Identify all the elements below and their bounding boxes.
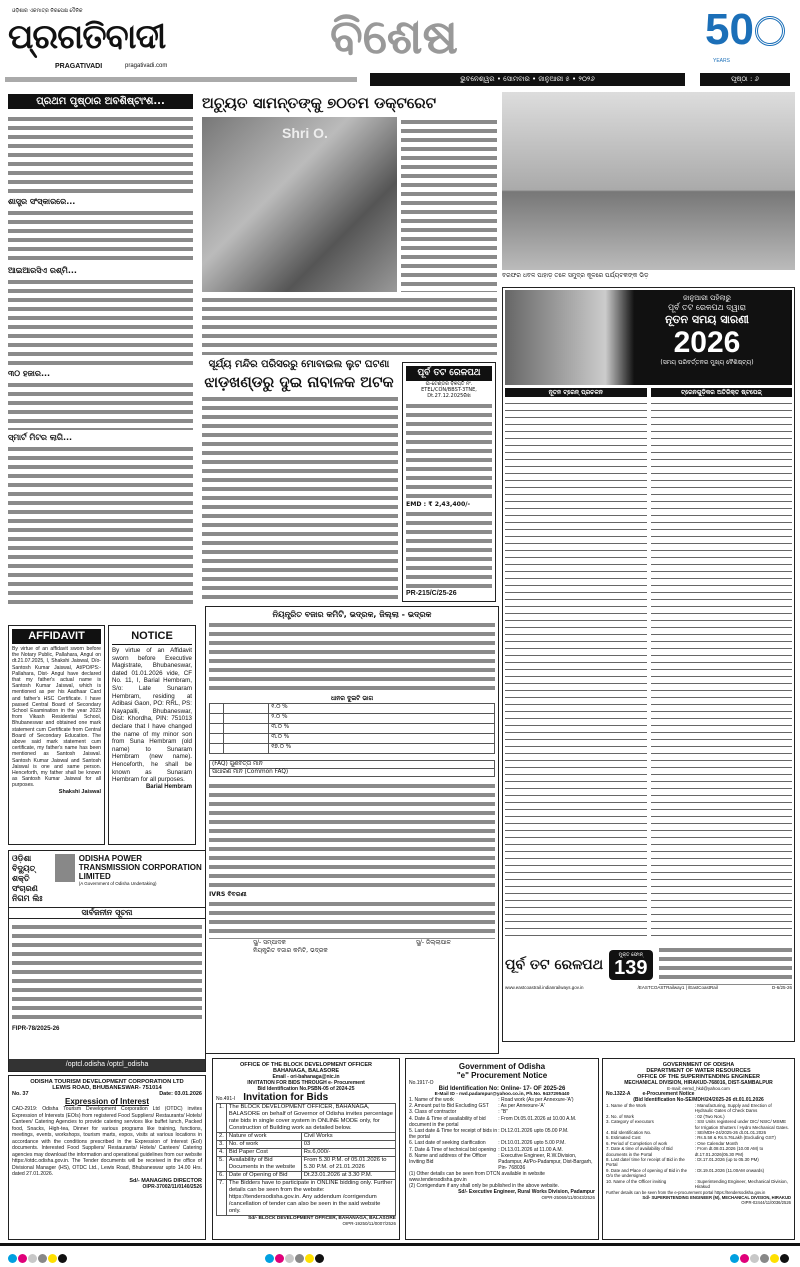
registration-dot [315,1254,324,1263]
bottom-rule [0,1243,800,1246]
headline-story2-line2: ଝାଡ଼ଖଣ୍ଡରୁ ଦୁଇ ନାବାଳକ ଅଟକ [204,373,394,391]
notice-row: 3. Category of executors : SSI Units registered under DIC/ NSIC/ MSME for Irrigation Shutters / Hydro Mechanical Gates. [606,1119,789,1130]
article-text [202,394,398,602]
doctorate-photo: Shri O. [202,117,397,292]
affidavit-ad: AFFIDAVIT By virtue of an affidavit sworn before the Notary Public, Pallahara, Angul on dt.21.07.2025, I, Shakshi Jaiswal, D/o-Santosh Kumar Jaiswal, At/PO/PS:- Pallahara, Dist- Angul have declared that my father's actual name is Santosh Kumar Jaiswal, which is mentioned as per his Aadhaar Card and father's HSC Certificate. I have passed Central Board of Secondary School Examination in the year 2023 from Vikash Residential School, Bhubaneswar and obtained one mark statement cum Certificate from Central Board of Secondary Education. The above said mark statement cum certificate, my father's name has been mentioned as Santosh Jaiswal. Santosh Kumar Jaiswal and Santosh Jaiswal is one and same person. Henceforth, my father shall be known as Santosh Kumar Jaiswal for all purposes. Shakshi Jaiswal [8,625,105,845]
notice-row: 5. Last date & Time for receipt of bids in the portal : Dt.12.01.2026 upto 05.00 P.M. [409,1128,569,1141]
notice-row: 6. Period of Completion of work : One Calendar Month [606,1140,738,1146]
subhead: ସ୍ମାର୍ଟ ମିଟର ଲାଗି... [8,433,73,442]
notice-row: 4. Date & Time of availability of bid document in the portal : From Dt.05.01.2026 at 10.00 A.M. [409,1115,577,1128]
notice-row: 9. Date and Place of opening of Bid in the O/o the undersigned : Dt.19.01.2026 (11.00AM onwards) [606,1167,765,1179]
notice-row: 8. Last date/ time for receipt of Bid in the Portal : Dt.17.01.2026 (up to 05.30 PM) [606,1157,759,1168]
article-text [8,444,193,604]
beach-photo [502,92,795,270]
registration-dot [8,1254,17,1263]
article-text [8,277,193,367]
notice-row: 1. Name of the Work : Manufacturing, Supply and Erection of Hydraulic Gates of Check Dams [606,1103,772,1114]
subhead: ଶାସ୍ତ୍ର ସଂସ୍କାରରେ... [8,197,76,206]
railway-timetable-ad: ଜାନୁଆରୀ ପହିଲାରୁ ପୂର୍ବ ତଟ ରେଳପଥ ଦ୍ୱାରା ନୂତନ ସମୟ ସାରଣୀ 2026 (ସମୟ ପରିବର୍ତ୍ତନର ମୁଖ୍ୟ ବୈଶିଷ୍ଟ୍ୟ) ନୂତନ ଟ୍ରେନ୍ ପ୍ରଚଳନ ଟ୍ରେନଗୁଡ଼ିକର ଅତିରିକ୍ତ ଷ୍ଟପେଜ୍ ପୂର୍ବ ତଟ ରେଳପଥ ମୁକ୍ତ ଫୋନ୍ 139 www.eastcoastrail.indianrailways.gov.in /EASTCOASTRailway1 | /EastCoastRail D-6/25-26 [502,287,795,1042]
article-text [8,208,193,263]
article-text [401,117,497,292]
subhead: ଆଇଆରସିଏ ରଶ୍ମି... [8,266,77,275]
registration-dot [750,1254,759,1263]
registration-dot [780,1254,789,1263]
logo-en: PRAGATIVADI [55,63,103,70]
article-text [202,295,497,355]
registration-dot [740,1254,749,1263]
page-number: ପୃଷ୍ଠା : ୬ [700,73,790,86]
registration-dot [38,1254,47,1263]
regulated-market-notice: ନିୟନ୍ତ୍ରିତ ବଜାର କମିଟି, ଭଦ୍ରକ, ଜିଲ୍ଲା - ଭଦ୍ରକ ଧାନର ଦୁଇଟି ଭାଗ ୧.୦ % ୨.୦ % ୩.୦ % ୩.୦ % ୧୭.୦ % (FAQ) ଗୁଣବତ୍ତା ମାନ ସାଧାରଣ ମାନ (Common FAQ) IVRS ବିବରଣୀ ସୁ/- ସମ୍ପାଦକ ନିୟନ୍ତ୍ରିତ ବଜାର କମିଟି, ଭଦ୍ରକ ସୁ/- ଜିଲ୍ଲାପାଳ [205,606,499,1054]
registration-marks [730,1248,790,1267]
notice-row: 4. Bid Identification No. : SE/MDH-24/2025-26 dt.01.01.2026 [606,1130,767,1136]
subhead: ୩୦ ହଜାର... [8,369,51,378]
registration-dot [770,1254,779,1263]
registration-dot [730,1254,739,1263]
notice-row: 5. Estimated Cost : Rs.5.58 & Rs.5.76Lakh (Excluding GST) [606,1135,776,1141]
registration-dot [305,1254,314,1263]
story1 [202,92,497,355]
website: pragativadi.com [125,63,168,69]
otdc-eoi-ad: ODISHA TOURISM DEVELOPMENT CORPORATION LTD LEWIS ROAD, BHUBANESWAR- 751014 No. 37 Date: 03.01.2026 Expression of Interest CAD-2919: Odisha Tourism Development Corporation Ltd (OTDC) invites Expression of Interests (EOIs) from registered Food Suppliers/ Restaurants/ Hotels/ Canteen/ Catering Agencies to provide catering services like buffet lunch, Packed food, Snacks, High-tea, Dinner for various programs like training, functions, meetings, events, workshops, tourism marts, expos, visits at various locations in accordance with the conditions prescribed in the Expression of Interest (EoI) documents. Interested Food Suppliers/ Restaurants/ Hotels/ Canteen/ Catering agencies may download the information and operational guidelines from our website https://otdc.odisha.gov.in. The Tender documents will be received in the office of Divisional Manager (HS), OTDC Ltd., Lewis Road, Bhubaneswar upto 14.00 Hrs. dated 27.01.2026. Sd/- MANAGING DIRECTOR OIPR-37002/11/0140/2526 [8,1075,206,1240]
anniversary-logo: 50 YEARS [705,6,790,70]
article-text [8,380,193,430]
registration-dot [275,1254,284,1263]
continued-banner: ପ୍ରଥମ ପୃଷ୍ଠାର ଅବଶିଷ୍ଟାଂଶ... [8,94,193,109]
notice-ad: NOTICE By virtue of an Affidavit sworn before Executive Magistrate, Bhubaneswar, dated 01.01.2026 vide, CF No. 11, I, Barial Hembram, S/o: Late Sunaram Hembram, residing at Adibasi Gaon, PO: RRL, PS: Nayapalli, Bhubaneswar, Dist: Khordha, PIN: 751013 declare that I have changed the name of my minor son from Suna Hembram (old name) to Sunaram Hembram (new name). Henceforth, he shall be known as Sunaram Hembram for all purposes. Barial Hembram [108,625,196,845]
paddy-table: ୧.୦ % ୨.୦ % ୩.୦ % ୩.୦ % ୧୭.୦ % [209,703,495,754]
tower-icon [55,854,75,882]
notice-row: 2. No. of Work : 02 (Two Nos.) [606,1113,725,1119]
rwd-procurement-ad: Government of Odisha "e" Procurement Notice No.1917-O Bid Identification No: Online- 17- OF 2025-26 E-Mail ID - rwd.padampur@yahoo.co.in, Ph.No. 9437295440 1. Name of the work : Road work (As per Annexure-'A') 2. Amount put to Bid Excluding GST : As per Annexure-'A' 3. Class of contractor : "B" 4. Date & Time of availability of bid document in the portal : From Dt.05.01.2026 at 10.00 A.M. 5. Last date & Time for receipt of bids in the portal : Dt.12.01.2026 upto 05.00 P.M. 6. Last date of seeking clarification : Dt.10.01.2026 upto 5.00 P.M. 7. Date & Time of technical bid opening : Dt.13.01.2026 at 11.00 A.M. 8. Name and address of the Officer Inviting Bid : Executive Engineer, R.W.Division, Padampur, At/Po-Padampur, Dist-Bargarh, Pin- 768036 (1) Other details can be seen from DTCN available in website www.tendersodisha.gov.in (2) Corrigendum if any shall only be published in the above website. Sd/- Executive Engineer, Rural Works Division, Padampur OIPR-25069/11/0043/2526 [405,1058,599,1240]
notice-row: 2. Amount put to Bid Excluding GST : As per Annexure-'A' [409,1103,545,1110]
ecr-tender-ad: ପୂର୍ବ ତଟ ରେଳପଥ ଇ-ଟେଣ୍ଡର ବିଜ୍ଞପ୍ତି ନଂ. ETEL/CON/BBST-3TNE, Dt.27.12.2025ରିଖ EMD : ₹ 2,43,400/- PR-215/C/25-26 [402,362,496,602]
notice-row: 1. Name of the work : Road work (As per Annexure-'A') [409,1097,574,1103]
bdo-bid-ad: OFFICE OF THE BLOCK DEVELOPMENT OFFICER BAHANAGA, BALASORE Email - ori-bahanaga@nic.in INVITATION FOR BIDS THROUGH e- Procurement Bid Identification No.PSBN-05 of 2024-25 No.491-I Invitation for Bids 1. The BLOCK DEVELOPMENT OFFICER, BAHANAGA, BALASORE on behalf of Governor of Odisha invites percentage rate bids in single cover system in ONLINE MODE only, for Construction of Building work as detailed below. 2. Nature of work Civil Works 3. No. of work 03 4. Bid Paper Cost Rs.6,000/- 5. Availability of Bid Documents in the website From 5.30 P.M. of 05.01.2026 to 5.30 P.M. of 21.01.2026 6. Date of Opening of Bid Dt.23.01.2026 at 3.30 P.M. 7. The Bidders have to participate in ONLINE bidding only. Further details can be seen from the website: https://tendersodisha.gov.in. Any addendum /corrigendum /cancellation of tender can also be seen in the said website only. Sd/- BLOCK DEVELOPMENT OFFICER, BAHANAGA, BALASORE OIPR-19250/11/0007/2526 [212,1058,400,1240]
notice-row: 6. Last date of seeking clarification : Dt.10.01.2026 upto 5.00 P.M. [409,1140,566,1147]
tagline: ଓଡ଼ିଶାର ଏକମାତ୍ର ନିରପେକ୍ଷ ଦୈନିକ [12,8,83,14]
registration-dot [295,1254,304,1263]
optcl-ad: ଓଡ଼ିଶା ବିଦ୍ୟୁତ୍ ଶକ୍ତି ସଂଚାରଣ ନିଗମ ଲିଃ ODISHA POWER TRANSMISSION CORPORATION LIMITED (A Government of Odisha Undertaking) ସାର୍ବଜନୀନ ସୂଚନା FIPR-78/2025-26 /optcl.odisha /optcl_odisha [8,850,206,1072]
rule [5,77,357,82]
registration-dot [48,1254,57,1263]
registration-dot [285,1254,294,1263]
dateline: ଭୁବନେଶ୍ୱର • ସୋମବାର • ଜାନୁଆରୀ ୫ • ୨୦୨୬ [370,73,685,86]
headline-story1: ଅଚ୍ୟୁତ ସାମନ୍ତଙ୍କୁ ୭୦ତମ ଡକ୍ଟରେଟ [202,94,437,112]
train-banner: ଜାନୁଆରୀ ପହିଲାରୁ ପୂର୍ବ ତଟ ରେଳପଥ ଦ୍ୱାରା ନୂତନ ସମୟ ସାରଣୀ 2026 (ସମୟ ପରିବର୍ତ୍ତନର ମୁଖ୍ୟ ବୈଶିଷ୍ଟ୍ୟ) [505,290,792,385]
notice-row: 10. Name of the Officer inviting : Superintending Engineer, Mechanical Division, Hirakud [606,1178,788,1190]
ecr-ad-code: PR-215/C/25-26 [406,590,457,597]
photo-caption: ବରଫର ଧବଳ ପାହାଡ଼ ତଳେ ସମୁଦ୍ର କୂଳରେ ପର୍ଯ୍ୟଟକଙ୍କ ଭିଡ଼ [502,272,649,279]
headline-story2-line1: ସୂର୍ଯ୍ୟ ମନ୍ଦିର ପରିସରରୁ ମୋବାଇଲ ଲୁଟ ଘଟଣା [208,359,390,370]
notice-row: 7. Date & time of availability of Bid documents in the Portal : From dt.08.01.2026 (10.00 AM) to dt.17.01.2026(05.30 PM) [606,1146,764,1157]
registration-marks [265,1248,325,1267]
registration-dot [18,1254,27,1263]
notice-row: 7. Date & Time of technical bid opening : Dt.13.01.2026 at 11.00 A.M. [409,1146,563,1153]
faq-table: (FAQ) ଗୁଣବତ୍ତା ମାନ ସାଧାରଣ ମାନ (Common FAQ) [209,760,495,777]
article-text [8,114,193,194]
registration-dot [58,1254,67,1263]
section-title: ବିଶେଷ [330,9,458,65]
story2 [200,358,398,602]
dowr-procurement-ad: GOVERNMENT OF ODISHA DEPARTMENT OF WATER RESOURCES OFFICE OF THE SUPERINTENDING ENGINEER MECHANICAL DIVISION, HIRAKUD-768016, DIST-SAMBALPUR E-mail: eemd_hkd@yahoo.com No.1322-A e-Procurement Notice (Bid Identification No-SE/MDH/24/2025-26 dt.01.01.2026 1. Name of the Work : Manufacturing, Supply and Erection of Hydraulic Gates of Check Dams 2. No. of Work : 02 (Two Nos.) 3. Category of executors : SSI Units registered under DIC/ NSIC/ MSME for Irrigation Shutters / Hydro Mechanical Gates. 4. Bid Identification No. : SE/MDH-24/2025-26 dt.01.01.2026 5. Estimated Cost : Rs.5.58 & Rs.5.76Lakh (Excluding GST) 6. Period of Completion of work : One Calendar Month 7. Date & time of availability of Bid documents in the Portal : From dt.08.01.2026 (10.00 AM) to dt.17.01.2026(05.30 PM) 8. Last date/ time for receipt of Bid in the Portal : Dt.17.01.2026 (up to 05.30 PM) 9. Date and Place of opening of Bid in the O/o the undersigned : Dt.19.01.2026 (11.00AM onwards) 10. Name of the Officer inviting : Superintending Engineer, Mechanical Division, Hirakud Further details can be seen from the e-procurement portal https://tendersodisha.gov.in Sd/- SUPERINTENDING ENGINEER (M), MECHANICAL DIVISION, HIRAKUD OIPR-02444/11/0036/2526 [602,1058,795,1240]
registration-marks [8,1248,68,1267]
helpline-badge: ମୁକ୍ତ ଫୋନ୍ 139 [609,950,652,980]
notice-row: 3. Class of contractor : "B" [409,1109,508,1116]
registration-dot [760,1254,769,1263]
notice-row: 8. Name and address of the Officer Inviting Bid : Executive Engineer, R.W.Division, Padampur, At/Po-Padampur, Dist-Bargarh, Pin- 768036 [409,1152,593,1172]
registration-dot [28,1254,37,1263]
registration-dot [265,1254,274,1263]
logo: ପ୍ରଗତିବାଦୀ [8,17,166,57]
